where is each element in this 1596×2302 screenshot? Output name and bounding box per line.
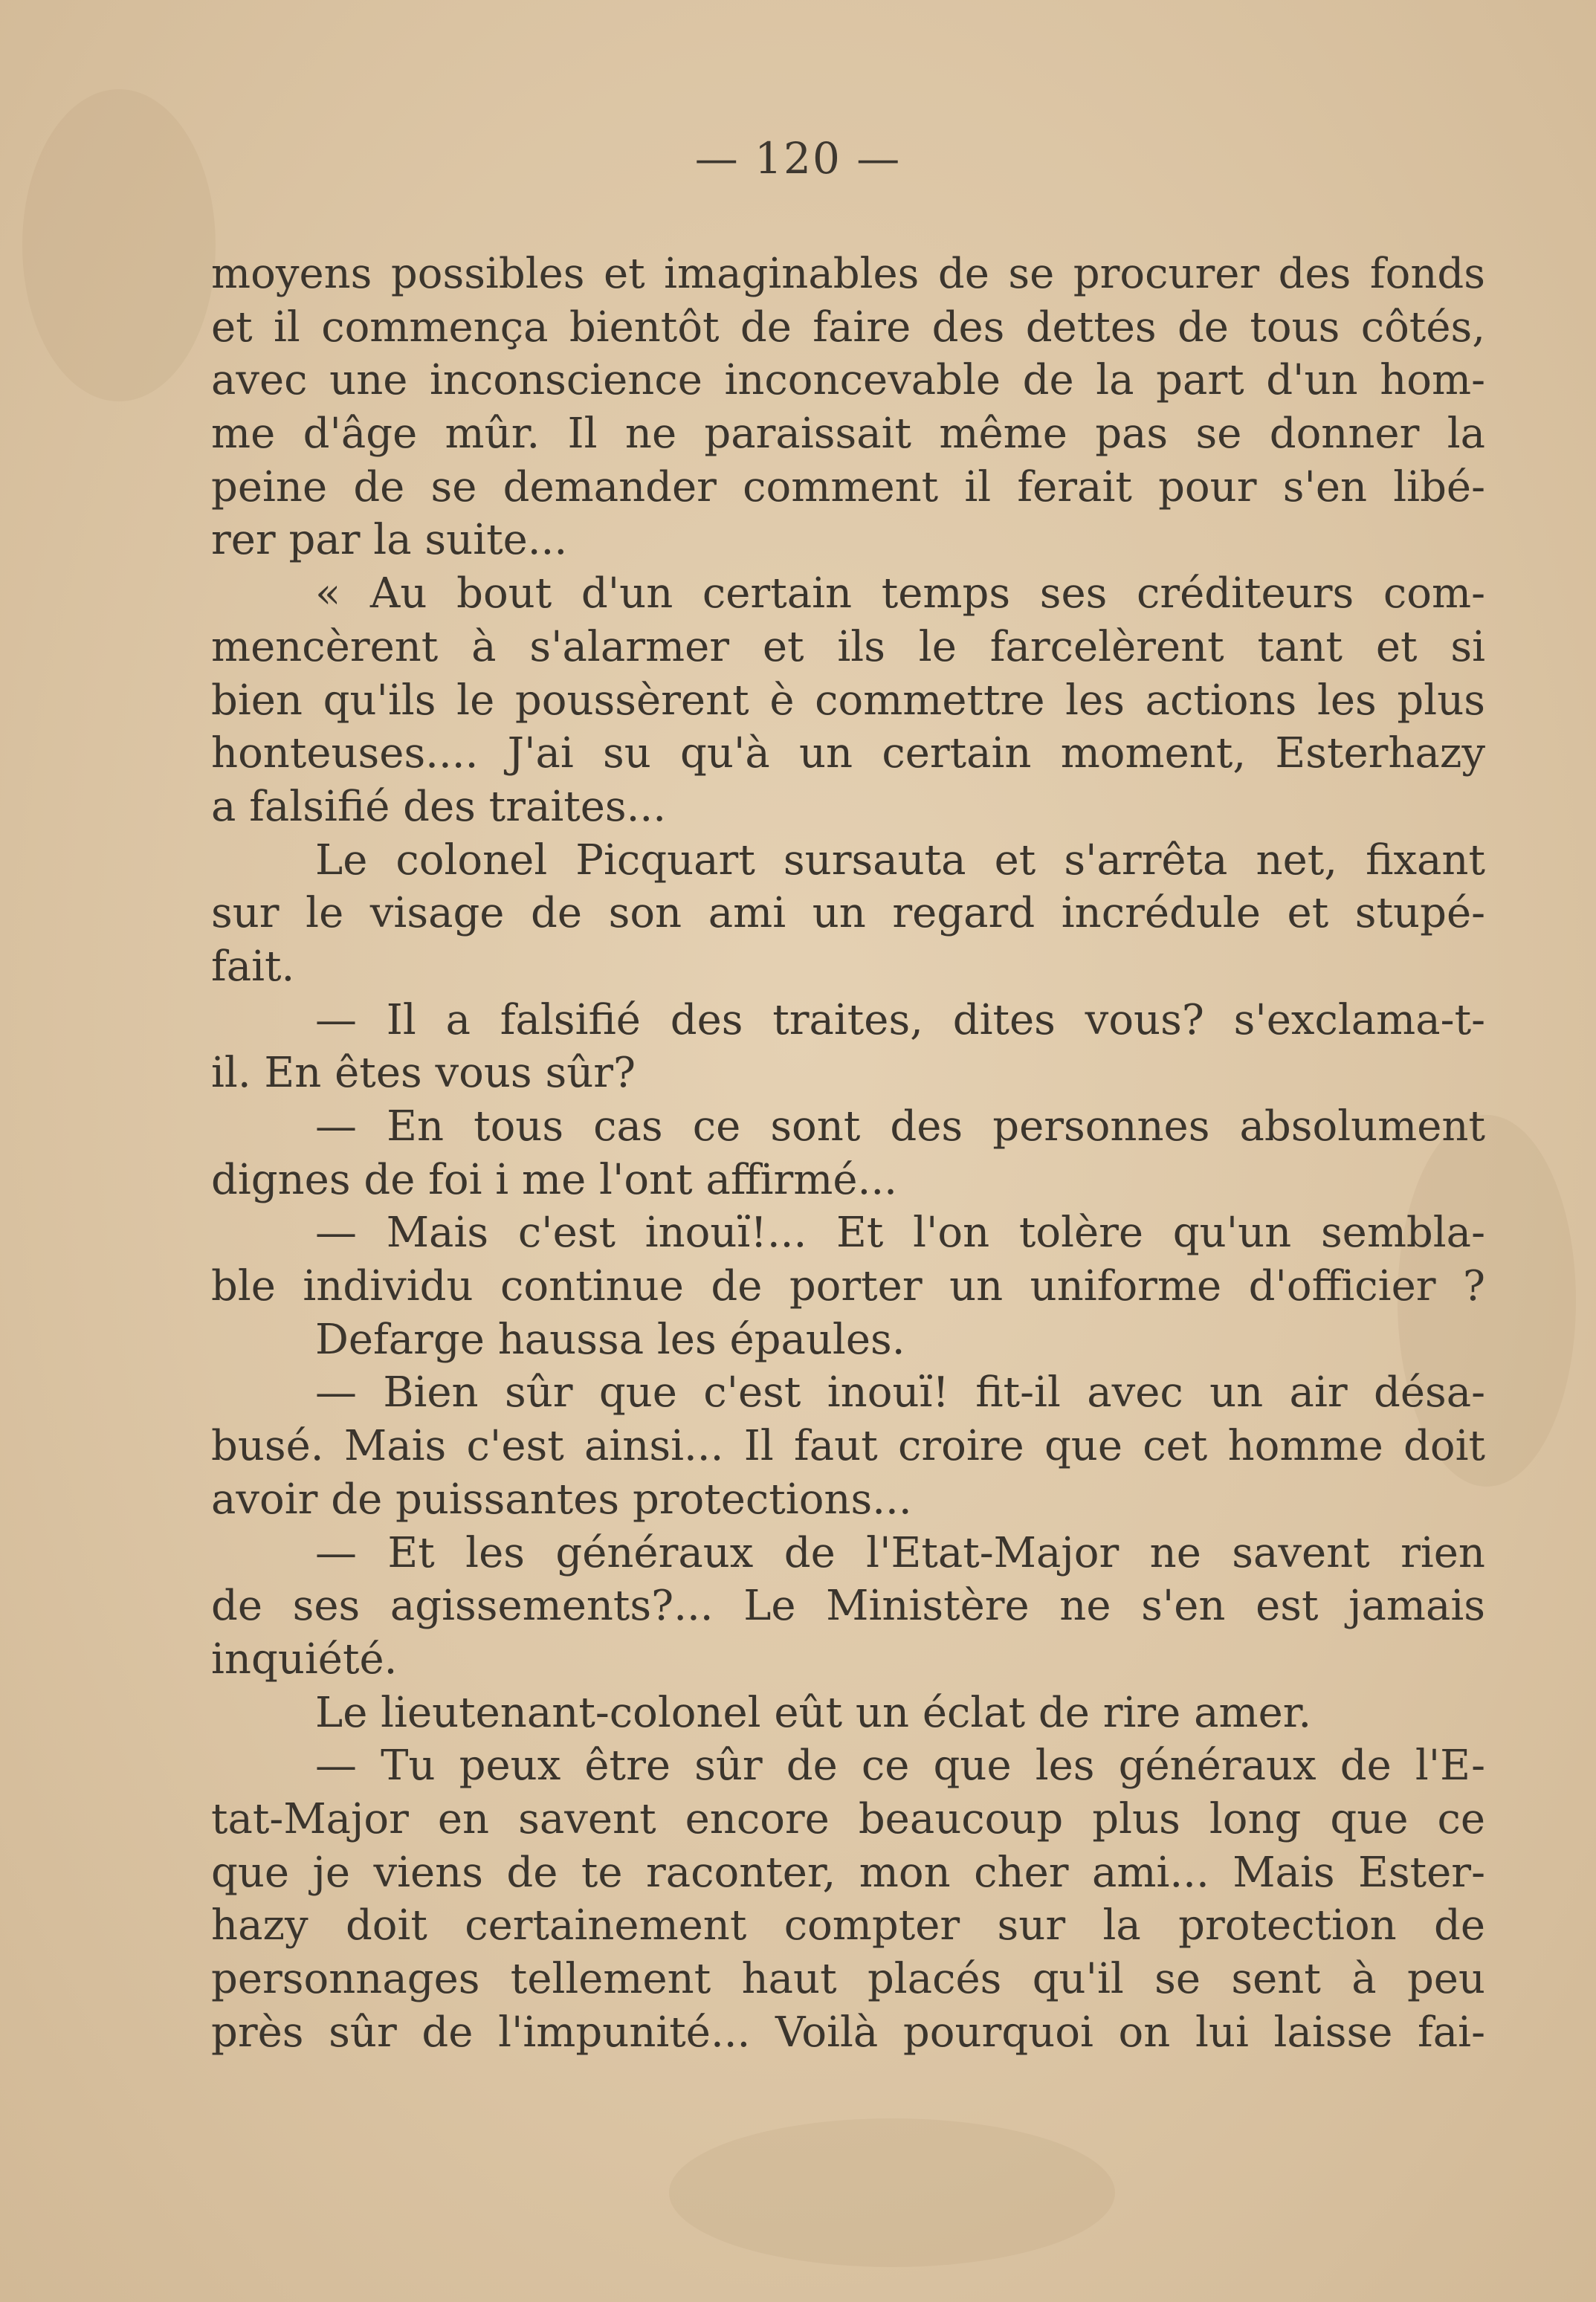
text-line: et il commença bientôt de faire des dettes de tous côtés, xyxy=(211,303,1485,352)
text-line: ble individu continue de porter un uniforme d'officier ? xyxy=(211,1262,1485,1311)
text-line: mencèrent à s'alarmer et ils le farcelèrent tant et si xyxy=(211,622,1485,671)
text-line: que je viens de te raconter, mon cher ami... Mais Ester- xyxy=(211,1848,1485,1897)
text-line: me d'âge mûr. Il ne paraissait même pas se donner la xyxy=(211,410,1485,459)
text-line: « Au bout d'un certain temps ses créditeurs com- xyxy=(315,569,1485,618)
text-line: — Et les généraux de l'Etat-Major ne savent rien xyxy=(315,1528,1485,1577)
text-line: hazy doit certainement compter sur la protection de xyxy=(211,1901,1485,1950)
text-line: personnages tellement haut placés qu'il se sent à peu xyxy=(211,1955,1485,2003)
page-number: — 120 — xyxy=(694,133,902,184)
text-line: avoir de puissantes protections... xyxy=(211,1475,912,1524)
text-line: — Il a falsifié des traites, dites vous? s'exclama-t- xyxy=(315,995,1485,1044)
text-line: inquiété. xyxy=(211,1635,398,1684)
text-line: fait. xyxy=(211,942,295,991)
text-line: busé. Mais c'est ainsi... Il faut croire que cet homme doit xyxy=(211,1422,1485,1471)
text-line: il. En êtes vous sûr? xyxy=(211,1049,636,1098)
text-line: Defarge haussa les épaules. xyxy=(315,1315,905,1364)
text-line: Le lieutenant-colonel eût un éclat de rire amer. xyxy=(315,1688,1312,1737)
paper-stain xyxy=(669,2118,1115,2267)
text-line: — Tu peux être sûr de ce que les généraux de l'E- xyxy=(315,1742,1485,1791)
text-line: Le colonel Picquart sursauta et s'arrêta net, fixant xyxy=(315,835,1485,885)
text-line: moyens possibles et imaginables de se procurer des fonds xyxy=(211,250,1485,298)
text-line: — Mais c'est inouï!... Et l'on tolère qu'un sembla- xyxy=(315,1209,1485,1258)
text-line: de ses agissements?... Le Ministère ne s'en est jamais xyxy=(211,1582,1485,1631)
text-line: rer par la suite... xyxy=(211,516,568,565)
text-line: près sûr de l'impunité... Voilà pourquoi on lui laisse fai- xyxy=(211,2008,1485,2057)
text-line: — En tous cas ce sont des personnes absolument xyxy=(315,1102,1485,1151)
text-line: sur le visage de son ami un regard incrédule et stupé- xyxy=(211,889,1485,938)
text-line: peine de se demander comment il ferait pour s'en libé- xyxy=(211,462,1485,511)
text-line: — Bien sûr que c'est inouï! fit-il avec un air désa- xyxy=(315,1368,1485,1417)
text-line: a falsifié des traites... xyxy=(211,782,667,831)
text-line: tat-Major en savent encore beaucoup plus long que ce xyxy=(211,1794,1485,1843)
body-text xyxy=(211,248,1485,2059)
text-line: avec une inconscience inconcevable de la part d'un hom- xyxy=(211,356,1485,405)
text-line: dignes de foi i me l'ont affirmé... xyxy=(211,1155,897,1204)
text-line: bien qu'ils le poussèrent è commettre les actions les plus xyxy=(211,676,1485,725)
text-line: honteuses.... J'ai su qu'à un certain moment, Esterhazy xyxy=(211,729,1485,778)
